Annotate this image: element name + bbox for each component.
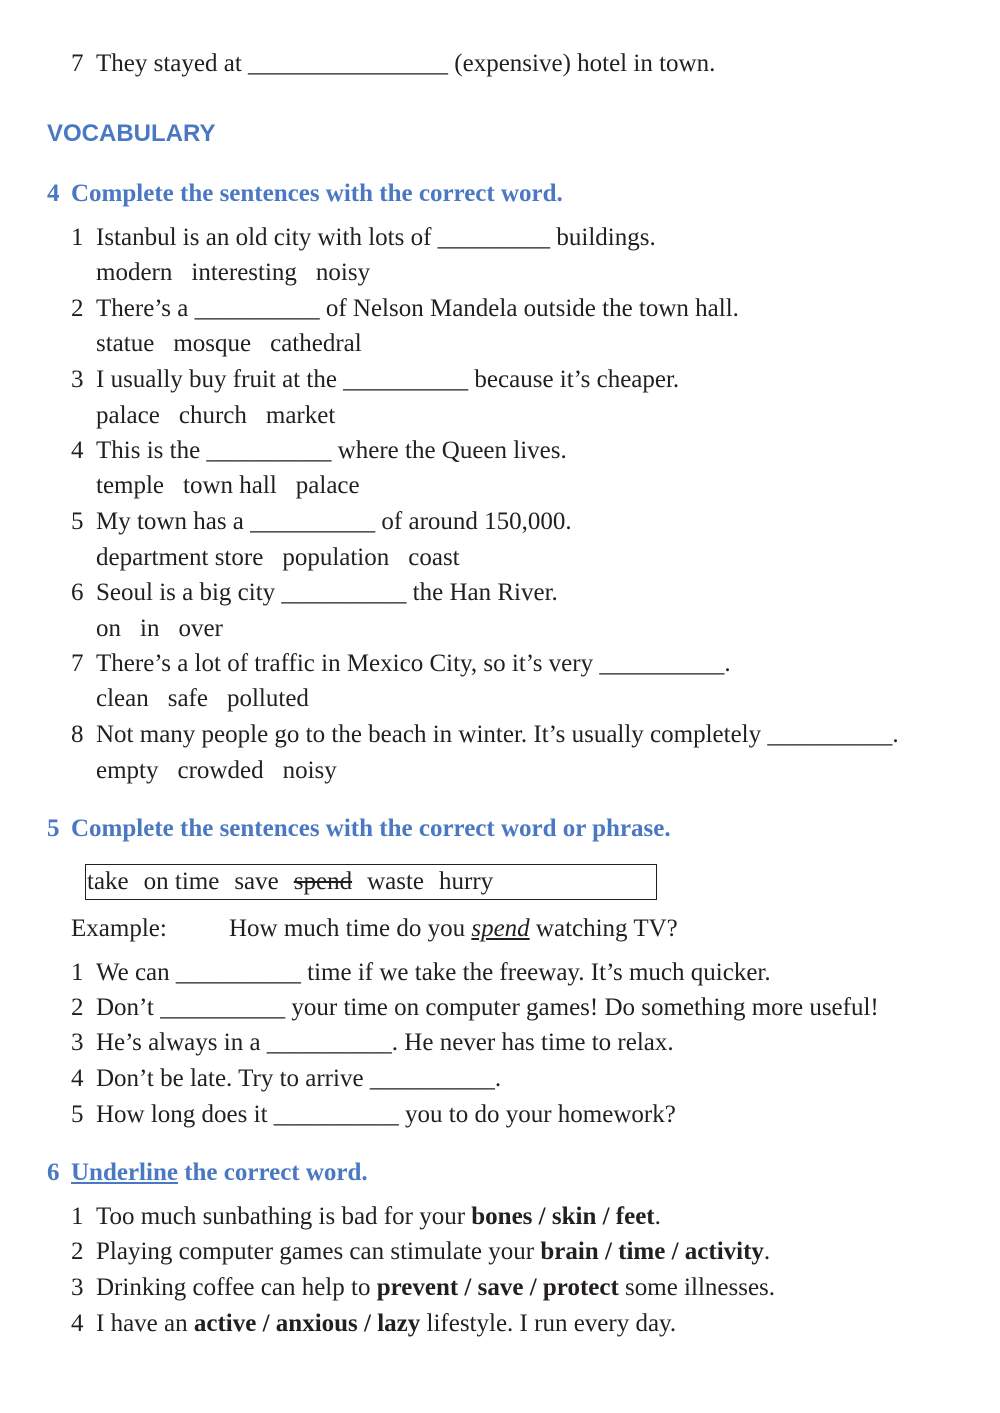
sentence-end: .: [654, 1203, 661, 1230]
ex4-item-6: [96, 578, 558, 608]
sentence-start: Don’t: [96, 994, 154, 1021]
sentence-end: because it’s cheaper.: [474, 366, 680, 393]
word-choices[interactable]: bones / skin / feet: [471, 1203, 655, 1230]
ex5-item-1: [96, 958, 771, 988]
ex4-item-4: [96, 436, 567, 466]
ex4-item-7: [96, 649, 731, 679]
option-word: town hall: [183, 472, 277, 499]
answer-blank[interactable]: __________: [160, 994, 286, 1021]
exercise-6-instruction: [71, 1158, 368, 1188]
option-word: empty: [96, 757, 159, 784]
sentence-end: some illnesses.: [625, 1274, 776, 1301]
example-sentence: [229, 914, 678, 944]
sentence-end: (expensive) hotel in town.: [454, 50, 716, 77]
answer-blank[interactable]: __________: [767, 721, 893, 748]
item-number: 7: [71, 50, 84, 77]
word-choices[interactable]: active / anxious / lazy: [193, 1310, 421, 1337]
option-word: noisy: [282, 757, 337, 784]
exercise-4-number: 4: [47, 180, 60, 207]
item-number: 6: [71, 579, 84, 606]
ex6-item-2: [96, 1237, 770, 1267]
item-number: 3: [71, 1274, 84, 1301]
sentence-start: My town has a: [96, 508, 244, 535]
item-number: 4: [71, 437, 84, 464]
answer-blank[interactable]: __________: [281, 579, 407, 606]
ex4-item-1: [96, 223, 656, 253]
instruction-underlined-word: Underline: [71, 1159, 178, 1186]
sentence-end: . He never has time to relax.: [391, 1029, 674, 1056]
option-word: clean: [96, 685, 149, 712]
answer-blank[interactable]: __________: [599, 650, 725, 677]
item-number: 4: [71, 1310, 84, 1337]
instruction-rest: the correct word.: [184, 1159, 368, 1186]
sentence-end: of around 150,000.: [381, 508, 572, 535]
sentence-start: Istanbul is an old city with lots of: [96, 224, 432, 251]
item-number: 4: [71, 1065, 84, 1092]
ex4-item-8: [96, 720, 899, 750]
sentence-start: They stayed at: [96, 50, 242, 77]
ex4-item-3-options: [96, 401, 335, 431]
option-word: church: [178, 402, 247, 429]
ex6-item-4: [96, 1309, 676, 1339]
option-word: polluted: [226, 685, 309, 712]
item-number: 2: [71, 295, 84, 322]
option-word: palace: [295, 472, 360, 499]
sentence-start: I have an: [96, 1310, 188, 1337]
ex4-item-2-options: [96, 329, 362, 359]
example-answer: spend: [471, 915, 530, 942]
answer-blank[interactable]: __________: [343, 366, 469, 393]
option-word: modern: [96, 259, 173, 286]
option-word: mosque: [173, 330, 252, 357]
option-word: interesting: [191, 259, 297, 286]
sentence-end: where the Queen lives.: [337, 437, 567, 464]
sentence-start: Playing computer games can stimulate your: [96, 1238, 535, 1265]
answer-blank[interactable]: _________: [437, 224, 551, 251]
word-choices[interactable]: prevent / save / protect: [376, 1274, 619, 1301]
box-word: save: [234, 868, 279, 895]
sentence-start: How long does it: [96, 1101, 268, 1128]
exercise-5-number: 5: [47, 815, 60, 842]
answer-blank[interactable]: __________: [266, 1029, 392, 1056]
ex6-item-3: [96, 1273, 775, 1303]
sentence-end: of Nelson Mandela outside the town hall.: [325, 295, 739, 322]
sentence-end: time if we take the freeway. It’s much quicker.: [307, 959, 771, 986]
ex3-item-7: [96, 49, 715, 79]
item-number: 5: [71, 1101, 84, 1128]
ex4-item-5: [96, 507, 572, 537]
ex4-item-7-options: [96, 684, 309, 714]
item-number: 3: [71, 1029, 84, 1056]
option-word: in: [140, 615, 160, 642]
option-word: noisy: [315, 259, 371, 286]
box-word: on time: [143, 868, 220, 895]
sentence-end: .: [494, 1065, 502, 1092]
box-word: waste: [367, 868, 424, 895]
exercise-5-instruction: Complete the sentences with the correct word or phrase.: [71, 815, 671, 842]
sentence-start: Seoul is a big city: [96, 579, 276, 606]
option-word: on: [96, 615, 121, 642]
ex5-item-4: [96, 1064, 501, 1094]
word-box: [85, 864, 657, 900]
item-number: 5: [71, 508, 84, 535]
sentence-start: Drinking coffee can help to: [96, 1274, 371, 1301]
item-number: 3: [71, 366, 84, 393]
sentence-start: Too much sunbathing is bad for your: [96, 1203, 466, 1230]
sentence-start: Don’t be late. Try to arrive: [96, 1065, 364, 1092]
sentence-end: you to do your homework?: [405, 1101, 676, 1128]
option-word: coast: [408, 544, 460, 571]
item-number: 2: [71, 1238, 84, 1265]
item-number: 1: [71, 959, 84, 986]
option-word: crowded: [177, 757, 264, 784]
answer-blank[interactable]: __________: [369, 1065, 495, 1092]
ex4-item-3: [96, 365, 679, 395]
option-word: cathedral: [270, 330, 362, 357]
sentence-end: .: [763, 1238, 771, 1265]
answer-blank[interactable]: __________: [250, 508, 376, 535]
ex6-item-1: [96, 1202, 661, 1232]
option-word: safe: [167, 685, 208, 712]
option-word: over: [178, 615, 223, 642]
answer-blank[interactable]: __________: [194, 295, 320, 322]
ex4-item-8-options: [96, 756, 337, 786]
sentence-end: buildings.: [556, 224, 656, 251]
sentence-end: your time on computer games! Do something more useful!: [291, 994, 879, 1021]
ex4-item-6-options: [96, 614, 223, 644]
sentence-end: lifestyle. I run every day.: [426, 1310, 677, 1337]
sentence-end: watching TV?: [535, 915, 678, 942]
answer-blank[interactable]: __________: [273, 1101, 399, 1128]
item-number: 1: [71, 1203, 84, 1230]
option-word: temple: [96, 472, 165, 499]
box-word-crossed-out: spend: [293, 868, 353, 895]
answer-blank[interactable]: __________: [175, 959, 301, 986]
option-word: palace: [96, 402, 160, 429]
option-word: population: [282, 544, 390, 571]
exercise-4-instruction: Complete the sentences with the correct word.: [71, 180, 563, 207]
ex5-item-2: [96, 993, 879, 1023]
item-number: 7: [71, 650, 84, 677]
sentence-start: How much time do you: [229, 915, 466, 942]
sentence-end: .: [724, 650, 731, 677]
sentence-start: We can: [96, 959, 170, 986]
ex5-item-3: [96, 1028, 674, 1058]
option-word: department store: [96, 544, 264, 571]
sentence-start: There’s a: [96, 295, 189, 322]
sentence-start: He’s always in a: [96, 1029, 261, 1056]
example-label: Example:: [71, 915, 167, 942]
option-word: market: [265, 402, 336, 429]
box-word: take: [87, 868, 129, 895]
sentence-start: This is the: [96, 437, 201, 464]
ex4-item-5-options: [96, 543, 460, 573]
ex4-item-2: [96, 294, 739, 324]
exercise-6-number: 6: [47, 1159, 60, 1186]
item-number: 2: [71, 994, 84, 1021]
sentence-start: I usually buy fruit at the: [96, 366, 337, 393]
ex4-item-4-options: [96, 471, 360, 501]
option-word: statue: [96, 330, 155, 357]
box-word: hurry: [439, 868, 494, 895]
word-choices[interactable]: brain / time / activity: [540, 1238, 764, 1265]
item-number: 8: [71, 721, 84, 748]
section-title-vocabulary: VOCABULARY: [47, 120, 216, 147]
ex5-item-5: [96, 1100, 676, 1130]
item-number: 1: [71, 224, 84, 251]
ex4-item-1-options: [96, 258, 370, 288]
answer-blank[interactable]: ________________: [248, 50, 449, 77]
answer-blank[interactable]: __________: [206, 437, 332, 464]
sentence-end: .: [892, 721, 899, 748]
sentence-start: There’s a lot of traffic in Mexico City, so it’s very: [96, 650, 594, 677]
sentence-start: Not many people go to the beach in winter. It’s usually completely: [96, 721, 762, 748]
sentence-end: the Han River.: [412, 579, 558, 606]
